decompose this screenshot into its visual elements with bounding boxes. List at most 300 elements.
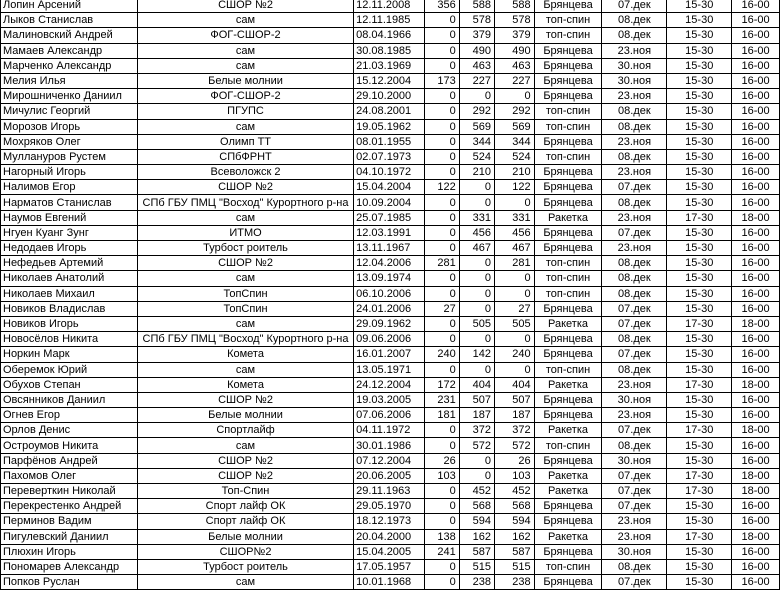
cell-rating-2[interactable]: 467 (459, 241, 494, 256)
cell-birthdate[interactable]: 06.10.2006 (354, 286, 425, 301)
cell-rating-max[interactable]: 572 (495, 438, 535, 453)
cell-time-start[interactable]: 15-30 (667, 256, 732, 271)
cell-date[interactable]: 08.дек (602, 286, 667, 301)
cell-rating-2[interactable]: 524 (459, 149, 494, 164)
cell-birthdate[interactable]: 24.12.2004 (354, 377, 425, 392)
cell-birthdate[interactable]: 02.07.1973 (354, 149, 425, 164)
cell-club[interactable]: СШОР№2 (137, 544, 353, 559)
cell-time-end[interactable]: 16-00 (732, 301, 780, 316)
cell-club[interactable]: сам (137, 43, 353, 58)
cell-venue[interactable]: Ракетка (534, 316, 602, 331)
cell-time-start[interactable]: 15-30 (667, 499, 732, 514)
cell-club[interactable]: сам (137, 271, 353, 286)
cell-venue[interactable]: Брянцева (534, 499, 602, 514)
cell-rating-1[interactable]: 0 (425, 271, 459, 286)
cell-birthdate[interactable]: 08.04.1966 (354, 28, 425, 43)
cell-venue[interactable]: топ-спин (534, 559, 602, 574)
cell-time-start[interactable]: 15-30 (667, 104, 732, 119)
cell-venue[interactable]: Брянцева (534, 134, 602, 149)
cell-time-start[interactable]: 15-30 (667, 0, 732, 13)
cell-birthdate[interactable]: 08.01.1955 (354, 134, 425, 149)
cell-name[interactable]: Мелия Илья (1, 73, 138, 88)
cell-time-start[interactable]: 15-30 (667, 43, 732, 58)
cell-time-end[interactable]: 16-00 (732, 559, 780, 574)
cell-name[interactable]: Попков Руслан (1, 575, 138, 590)
cell-date[interactable]: 07.дек (602, 180, 667, 195)
cell-time-start[interactable]: 15-30 (667, 392, 732, 407)
cell-name[interactable]: Морозов Игорь (1, 119, 138, 134)
cell-rating-1[interactable]: 0 (425, 423, 459, 438)
cell-club[interactable]: СШОР №2 (137, 0, 353, 13)
cell-time-end[interactable]: 16-00 (732, 104, 780, 119)
cell-rating-2[interactable]: 0 (459, 271, 494, 286)
cell-venue[interactable]: Ракетка (534, 484, 602, 499)
cell-venue[interactable]: топ-спин (534, 362, 602, 377)
cell-birthdate[interactable]: 04.10.1972 (354, 165, 425, 180)
cell-birthdate[interactable]: 10.09.2004 (354, 195, 425, 210)
cell-rating-2[interactable]: 0 (459, 453, 494, 468)
cell-rating-1[interactable]: 0 (425, 575, 459, 590)
cell-name[interactable]: Орлов Денис (1, 423, 138, 438)
cell-venue[interactable]: топ-спин (534, 28, 602, 43)
cell-rating-1[interactable]: 122 (425, 180, 459, 195)
cell-time-start[interactable]: 15-30 (667, 225, 732, 240)
cell-time-start[interactable]: 15-30 (667, 119, 732, 134)
cell-time-end[interactable]: 18-00 (732, 468, 780, 483)
cell-venue[interactable]: Брянцева (534, 225, 602, 240)
cell-club[interactable]: Спорт лайф ОК (137, 499, 353, 514)
cell-date[interactable]: 08.дек (602, 195, 667, 210)
cell-name[interactable]: Мичулис Георгий (1, 104, 138, 119)
cell-date[interactable]: 07.дек (602, 316, 667, 331)
cell-birthdate[interactable]: 18.12.1973 (354, 514, 425, 529)
cell-rating-1[interactable]: 0 (425, 286, 459, 301)
cell-time-start[interactable]: 15-30 (667, 58, 732, 73)
cell-time-end[interactable]: 18-00 (732, 484, 780, 499)
cell-time-end[interactable]: 16-00 (732, 332, 780, 347)
cell-rating-2[interactable]: 456 (459, 225, 494, 240)
cell-time-end[interactable]: 16-00 (732, 392, 780, 407)
cell-club[interactable]: Комета (137, 347, 353, 362)
cell-date[interactable]: 07.дек (602, 301, 667, 316)
cell-rating-max[interactable]: 0 (495, 332, 535, 347)
cell-name[interactable]: Мирошниченко Даниил (1, 89, 138, 104)
cell-rating-2[interactable]: 187 (459, 408, 494, 423)
cell-name[interactable]: Нагорный Игорь (1, 165, 138, 180)
cell-birthdate[interactable]: 29.05.1970 (354, 499, 425, 514)
cell-birthdate[interactable]: 04.11.1972 (354, 423, 425, 438)
cell-venue[interactable]: Брянцева (534, 241, 602, 256)
cell-time-start[interactable]: 15-30 (667, 73, 732, 88)
cell-date[interactable]: 08.дек (602, 104, 667, 119)
cell-club[interactable]: сам (137, 119, 353, 134)
cell-rating-1[interactable]: 0 (425, 210, 459, 225)
cell-birthdate[interactable]: 10.01.1968 (354, 575, 425, 590)
cell-rating-1[interactable]: 0 (425, 119, 459, 134)
cell-birthdate[interactable]: 07.12.2004 (354, 453, 425, 468)
cell-date[interactable]: 08.дек (602, 149, 667, 164)
cell-name[interactable]: Плюхин Игорь (1, 544, 138, 559)
cell-club[interactable]: сам (137, 210, 353, 225)
cell-venue[interactable]: топ-спин (534, 119, 602, 134)
cell-rating-2[interactable]: 0 (459, 195, 494, 210)
cell-name[interactable]: Овсянников Даниил (1, 392, 138, 407)
cell-date[interactable]: 08.дек (602, 256, 667, 271)
cell-rating-1[interactable]: 173 (425, 73, 459, 88)
cell-time-start[interactable]: 15-30 (667, 89, 732, 104)
cell-venue[interactable]: Брянцева (534, 195, 602, 210)
cell-rating-max[interactable]: 404 (495, 377, 535, 392)
cell-rating-2[interactable]: 0 (459, 180, 494, 195)
cell-rating-1[interactable]: 240 (425, 347, 459, 362)
cell-venue[interactable]: топ-спин (534, 271, 602, 286)
cell-rating-1[interactable]: 26 (425, 453, 459, 468)
cell-name[interactable]: Муллануров Рустем (1, 149, 138, 164)
cell-time-end[interactable]: 16-00 (732, 13, 780, 28)
cell-club[interactable]: ФОГ-СШОР-2 (137, 28, 353, 43)
cell-time-start[interactable]: 15-30 (667, 165, 732, 180)
cell-birthdate[interactable]: 12.04.2006 (354, 256, 425, 271)
cell-time-start[interactable]: 15-30 (667, 559, 732, 574)
cell-rating-max[interactable]: 456 (495, 225, 535, 240)
cell-date[interactable]: 30.ноя (602, 544, 667, 559)
cell-time-start[interactable]: 17-30 (667, 210, 732, 225)
cell-rating-max[interactable]: 578 (495, 13, 535, 28)
cell-venue[interactable]: Брянцева (534, 73, 602, 88)
cell-date[interactable]: 23.ноя (602, 529, 667, 544)
cell-rating-max[interactable]: 0 (495, 271, 535, 286)
cell-rating-1[interactable]: 27 (425, 301, 459, 316)
cell-rating-1[interactable]: 0 (425, 104, 459, 119)
cell-date[interactable]: 07.дек (602, 423, 667, 438)
cell-venue[interactable]: Брянцева (534, 180, 602, 195)
cell-name[interactable]: Малиновский Андрей (1, 28, 138, 43)
cell-date[interactable]: 07.дек (602, 0, 667, 13)
cell-name[interactable]: Мамаев Александр (1, 43, 138, 58)
cell-date[interactable]: 23.ноя (602, 514, 667, 529)
cell-rating-1[interactable]: 0 (425, 165, 459, 180)
cell-rating-2[interactable]: 344 (459, 134, 494, 149)
cell-time-end[interactable]: 18-00 (732, 210, 780, 225)
cell-time-end[interactable]: 16-00 (732, 241, 780, 256)
cell-time-end[interactable]: 16-00 (732, 165, 780, 180)
cell-rating-2[interactable]: 210 (459, 165, 494, 180)
cell-rating-2[interactable]: 569 (459, 119, 494, 134)
cell-rating-2[interactable]: 331 (459, 210, 494, 225)
cell-time-start[interactable]: 17-30 (667, 377, 732, 392)
cell-date[interactable]: 23.ноя (602, 210, 667, 225)
cell-time-end[interactable]: 16-00 (732, 119, 780, 134)
cell-rating-2[interactable]: 463 (459, 58, 494, 73)
cell-rating-1[interactable]: 0 (425, 332, 459, 347)
cell-time-end[interactable]: 16-00 (732, 195, 780, 210)
cell-birthdate[interactable]: 20.06.2005 (354, 468, 425, 483)
cell-rating-1[interactable]: 0 (425, 225, 459, 240)
cell-date[interactable]: 30.ноя (602, 453, 667, 468)
cell-time-start[interactable]: 15-30 (667, 271, 732, 286)
cell-rating-1[interactable]: 103 (425, 468, 459, 483)
cell-time-end[interactable]: 16-00 (732, 286, 780, 301)
cell-venue[interactable]: топ-спин (534, 13, 602, 28)
cell-rating-max[interactable]: 122 (495, 180, 535, 195)
cell-time-start[interactable]: 17-30 (667, 529, 732, 544)
cell-rating-2[interactable]: 505 (459, 316, 494, 331)
cell-name[interactable]: Николаев Михаил (1, 286, 138, 301)
cell-rating-max[interactable]: 162 (495, 529, 535, 544)
cell-name[interactable]: Оберемок Юрий (1, 362, 138, 377)
cell-venue[interactable]: Брянцева (534, 165, 602, 180)
cell-birthdate[interactable]: 29.09.1962 (354, 316, 425, 331)
cell-rating-1[interactable]: 0 (425, 58, 459, 73)
cell-date[interactable]: 08.дек (602, 13, 667, 28)
cell-birthdate[interactable]: 20.04.2000 (354, 529, 425, 544)
cell-rating-2[interactable]: 568 (459, 499, 494, 514)
cell-date[interactable]: 08.дек (602, 362, 667, 377)
cell-club[interactable]: сам (137, 58, 353, 73)
cell-time-end[interactable]: 16-00 (732, 180, 780, 195)
cell-venue[interactable]: Брянцева (534, 301, 602, 316)
cell-name[interactable]: Пономарев Александр (1, 559, 138, 574)
cell-rating-max[interactable]: 379 (495, 28, 535, 43)
cell-club[interactable]: СШОР №2 (137, 256, 353, 271)
cell-time-start[interactable]: 17-30 (667, 423, 732, 438)
cell-rating-max[interactable]: 240 (495, 347, 535, 362)
cell-name[interactable]: Остроумов Никита (1, 438, 138, 453)
cell-rating-1[interactable]: 0 (425, 89, 459, 104)
cell-time-end[interactable]: 16-00 (732, 514, 780, 529)
cell-date[interactable]: 08.дек (602, 559, 667, 574)
cell-time-start[interactable]: 15-30 (667, 575, 732, 590)
cell-time-start[interactable]: 15-30 (667, 408, 732, 423)
cell-rating-2[interactable]: 452 (459, 484, 494, 499)
cell-birthdate[interactable]: 09.06.2006 (354, 332, 425, 347)
cell-rating-max[interactable]: 568 (495, 499, 535, 514)
cell-rating-1[interactable]: 0 (425, 43, 459, 58)
cell-time-start[interactable]: 15-30 (667, 134, 732, 149)
cell-date[interactable]: 08.дек (602, 332, 667, 347)
cell-club[interactable]: сам (137, 13, 353, 28)
cell-time-start[interactable]: 15-30 (667, 362, 732, 377)
cell-club[interactable]: ИТМО (137, 225, 353, 240)
cell-time-end[interactable]: 18-00 (732, 423, 780, 438)
cell-time-end[interactable]: 16-00 (732, 134, 780, 149)
cell-name[interactable]: Новиков Игорь (1, 316, 138, 331)
cell-rating-2[interactable]: 490 (459, 43, 494, 58)
cell-birthdate[interactable]: 30.08.1985 (354, 43, 425, 58)
cell-venue[interactable]: Брянцева (534, 0, 602, 13)
cell-rating-max[interactable]: 515 (495, 559, 535, 574)
cell-date[interactable]: 08.дек (602, 438, 667, 453)
cell-venue[interactable]: Ракетка (534, 423, 602, 438)
cell-date[interactable]: 30.ноя (602, 73, 667, 88)
cell-rating-max[interactable]: 372 (495, 423, 535, 438)
cell-time-end[interactable]: 16-00 (732, 544, 780, 559)
cell-rating-max[interactable]: 227 (495, 73, 535, 88)
cell-time-end[interactable]: 16-00 (732, 149, 780, 164)
cell-rating-1[interactable]: 0 (425, 13, 459, 28)
cell-rating-max[interactable]: 594 (495, 514, 535, 529)
cell-rating-2[interactable]: 404 (459, 377, 494, 392)
cell-birthdate[interactable]: 07.06.2006 (354, 408, 425, 423)
cell-rating-2[interactable]: 0 (459, 332, 494, 347)
cell-time-start[interactable]: 15-30 (667, 149, 732, 164)
cell-rating-1[interactable]: 356 (425, 0, 459, 13)
cell-rating-max[interactable]: 467 (495, 241, 535, 256)
cell-rating-1[interactable]: 241 (425, 544, 459, 559)
cell-club[interactable]: сам (137, 438, 353, 453)
cell-birthdate[interactable]: 12.11.1985 (354, 13, 425, 28)
cell-birthdate[interactable]: 29.11.1963 (354, 484, 425, 499)
cell-rating-1[interactable]: 0 (425, 241, 459, 256)
cell-date[interactable]: 07.дек (602, 575, 667, 590)
cell-club[interactable]: ТопСпин (137, 301, 353, 316)
cell-rating-max[interactable]: 463 (495, 58, 535, 73)
cell-rating-max[interactable]: 238 (495, 575, 535, 590)
cell-birthdate[interactable]: 25.07.1985 (354, 210, 425, 225)
cell-rating-2[interactable]: 507 (459, 392, 494, 407)
cell-name[interactable]: Недодаев Игорь (1, 241, 138, 256)
cell-venue[interactable]: Брянцева (534, 514, 602, 529)
cell-club[interactable]: Белые молнии (137, 529, 353, 544)
cell-rating-max[interactable]: 505 (495, 316, 535, 331)
cell-birthdate[interactable]: 19.03.2005 (354, 392, 425, 407)
cell-date[interactable]: 08.дек (602, 28, 667, 43)
cell-birthdate[interactable]: 17.05.1957 (354, 559, 425, 574)
cell-date[interactable]: 07.дек (602, 347, 667, 362)
cell-time-end[interactable]: 16-00 (732, 453, 780, 468)
cell-rating-max[interactable]: 344 (495, 134, 535, 149)
cell-time-end[interactable]: 16-00 (732, 362, 780, 377)
cell-name[interactable]: Нефедьев Артемий (1, 256, 138, 271)
cell-club[interactable]: СШОР №2 (137, 392, 353, 407)
cell-rating-max[interactable]: 452 (495, 484, 535, 499)
cell-date[interactable]: 23.ноя (602, 165, 667, 180)
cell-venue[interactable]: Брянцева (534, 89, 602, 104)
cell-rating-1[interactable]: 0 (425, 362, 459, 377)
cell-rating-2[interactable]: 578 (459, 13, 494, 28)
cell-venue[interactable]: Ракетка (534, 377, 602, 392)
cell-rating-1[interactable]: 0 (425, 484, 459, 499)
cell-venue[interactable]: Брянцева (534, 544, 602, 559)
cell-rating-2[interactable]: 0 (459, 89, 494, 104)
cell-time-start[interactable]: 15-30 (667, 301, 732, 316)
cell-venue[interactable]: Брянцева (534, 575, 602, 590)
cell-date[interactable]: 23.ноя (602, 377, 667, 392)
cell-name[interactable]: Парфёнов Андрей (1, 453, 138, 468)
cell-rating-1[interactable]: 181 (425, 408, 459, 423)
cell-rating-max[interactable]: 490 (495, 43, 535, 58)
cell-rating-max[interactable]: 103 (495, 468, 535, 483)
cell-rating-2[interactable]: 0 (459, 468, 494, 483)
cell-rating-2[interactable]: 0 (459, 256, 494, 271)
cell-rating-1[interactable]: 0 (425, 134, 459, 149)
cell-date[interactable]: 08.дек (602, 119, 667, 134)
cell-club[interactable]: Белые молнии (137, 73, 353, 88)
cell-birthdate[interactable]: 15.04.2004 (354, 180, 425, 195)
cell-club[interactable]: сам (137, 316, 353, 331)
cell-date[interactable]: 23.ноя (602, 89, 667, 104)
cell-time-end[interactable]: 16-00 (732, 438, 780, 453)
cell-name[interactable]: Пигулевский Даниил (1, 529, 138, 544)
cell-name[interactable]: Норкин Марк (1, 347, 138, 362)
cell-rating-2[interactable]: 0 (459, 362, 494, 377)
cell-club[interactable]: Комета (137, 377, 353, 392)
cell-rating-2[interactable]: 227 (459, 73, 494, 88)
cell-birthdate[interactable]: 30.01.1986 (354, 438, 425, 453)
cell-rating-max[interactable]: 0 (495, 195, 535, 210)
cell-name[interactable]: Нгуен Куанг Зунг (1, 225, 138, 240)
cell-time-start[interactable]: 15-30 (667, 332, 732, 347)
cell-club[interactable]: ПГУПС (137, 104, 353, 119)
cell-club[interactable]: ТопСпин (137, 286, 353, 301)
cell-venue[interactable]: Брянцева (534, 408, 602, 423)
cell-time-start[interactable]: 17-30 (667, 484, 732, 499)
cell-time-end[interactable]: 16-00 (732, 89, 780, 104)
cell-rating-1[interactable]: 0 (425, 316, 459, 331)
cell-time-start[interactable]: 15-30 (667, 195, 732, 210)
cell-rating-2[interactable]: 572 (459, 438, 494, 453)
cell-rating-1[interactable]: 0 (425, 149, 459, 164)
cell-rating-2[interactable]: 0 (459, 301, 494, 316)
cell-venue[interactable]: топ-спин (534, 104, 602, 119)
cell-name[interactable]: Пахомов Олег (1, 468, 138, 483)
cell-rating-2[interactable]: 587 (459, 544, 494, 559)
cell-time-start[interactable]: 15-30 (667, 180, 732, 195)
cell-venue[interactable]: Брянцева (534, 392, 602, 407)
cell-rating-2[interactable]: 372 (459, 423, 494, 438)
cell-time-start[interactable]: 15-30 (667, 453, 732, 468)
cell-name[interactable]: Перминов Вадим (1, 514, 138, 529)
cell-time-end[interactable]: 18-00 (732, 529, 780, 544)
cell-club[interactable]: СШОР №2 (137, 453, 353, 468)
cell-rating-max[interactable]: 187 (495, 408, 535, 423)
cell-venue[interactable]: Ракетка (534, 210, 602, 225)
cell-rating-1[interactable]: 0 (425, 28, 459, 43)
cell-name[interactable]: Переверткин Николай (1, 484, 138, 499)
cell-time-end[interactable]: 16-00 (732, 73, 780, 88)
cell-time-end[interactable]: 16-00 (732, 58, 780, 73)
cell-rating-2[interactable]: 238 (459, 575, 494, 590)
cell-date[interactable]: 23.ноя (602, 408, 667, 423)
cell-date[interactable]: 07.дек (602, 468, 667, 483)
cell-time-end[interactable]: 18-00 (732, 377, 780, 392)
cell-time-start[interactable]: 15-30 (667, 286, 732, 301)
cell-venue[interactable]: Брянцева (534, 347, 602, 362)
cell-date[interactable]: 23.ноя (602, 241, 667, 256)
cell-club[interactable]: СШОР №2 (137, 180, 353, 195)
cell-date[interactable]: 30.ноя (602, 58, 667, 73)
cell-club[interactable]: Топ-Спин (137, 484, 353, 499)
cell-birthdate[interactable]: 13.09.1974 (354, 271, 425, 286)
cell-venue[interactable]: Брянцева (534, 58, 602, 73)
cell-time-start[interactable]: 17-30 (667, 316, 732, 331)
cell-venue[interactable]: Брянцева (534, 43, 602, 58)
cell-name[interactable]: Лопин Арсений (1, 0, 138, 13)
cell-rating-1[interactable]: 0 (425, 559, 459, 574)
cell-rating-1[interactable]: 231 (425, 392, 459, 407)
cell-date[interactable]: 23.ноя (602, 43, 667, 58)
cell-name[interactable]: Лыков Станислав (1, 13, 138, 28)
cell-date[interactable]: 23.ноя (602, 134, 667, 149)
cell-name[interactable]: Наумов Евгений (1, 210, 138, 225)
cell-venue[interactable]: Брянцева (534, 453, 602, 468)
cell-time-start[interactable]: 15-30 (667, 241, 732, 256)
cell-time-end[interactable]: 16-00 (732, 225, 780, 240)
cell-time-end[interactable]: 18-00 (732, 316, 780, 331)
cell-club[interactable]: СПб ГБУ ПМЦ "Восход" Курортного р-на (137, 195, 353, 210)
cell-rating-max[interactable]: 524 (495, 149, 535, 164)
cell-birthdate[interactable]: 13.05.1971 (354, 362, 425, 377)
